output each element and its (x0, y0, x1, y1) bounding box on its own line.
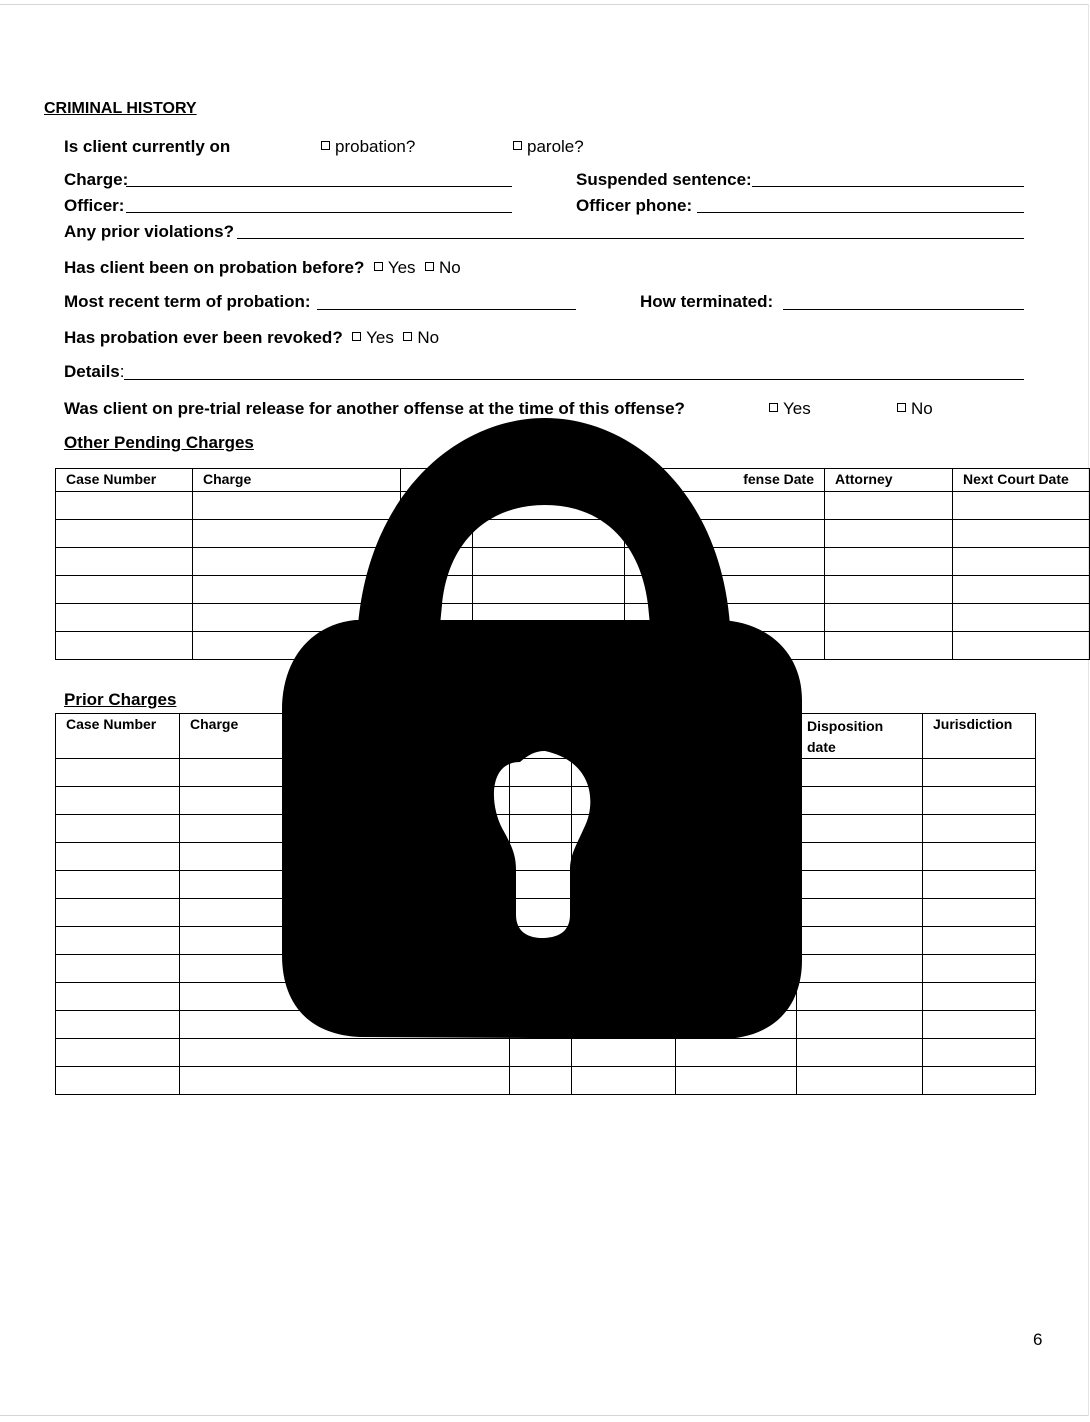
table-cell[interactable] (825, 632, 953, 660)
table-cell[interactable] (797, 983, 923, 1011)
parole-option-label: parole? (527, 137, 584, 156)
table-cell[interactable] (923, 983, 1036, 1011)
table-cell[interactable] (923, 955, 1036, 983)
revoked-no-checkbox[interactable] (403, 332, 412, 341)
table-cell[interactable] (953, 604, 1090, 632)
table-cell[interactable] (923, 1011, 1036, 1039)
table-cell[interactable] (797, 871, 923, 899)
table-cell[interactable] (56, 576, 193, 604)
table-cell[interactable] (797, 1067, 923, 1095)
pending-header-offense-date: fense Date (625, 469, 825, 492)
table-cell[interactable] (56, 548, 193, 576)
table-cell[interactable] (825, 492, 953, 520)
suspended-sentence-label: Suspended sentence: (576, 170, 752, 189)
how-terminated-label: How terminated: (640, 292, 774, 311)
recent-term-field-line[interactable] (317, 309, 576, 310)
prior-header-jurisdiction: Jurisdiction (923, 714, 1036, 759)
officer-label: Officer: (64, 196, 125, 215)
probation-before-yes-label: Yes (387, 258, 416, 277)
revoked-yes[interactable] (347, 328, 394, 347)
table-cell[interactable] (56, 520, 193, 548)
probation-before-row (64, 258, 461, 278)
table-cell[interactable] (825, 604, 953, 632)
revoked-no[interactable] (398, 328, 439, 347)
table-cell[interactable] (923, 1067, 1036, 1095)
probation-before-yes-checkbox[interactable] (374, 262, 383, 271)
pretrial-yes-label: Yes (783, 399, 811, 418)
pending-header-attorney: Attorney (825, 469, 953, 492)
probation-before-no-checkbox[interactable] (425, 262, 434, 271)
pretrial-no-label: No (911, 399, 933, 418)
table-cell[interactable] (797, 1039, 923, 1067)
table-cell[interactable] (923, 927, 1036, 955)
probation-option-label: probation? (335, 137, 416, 156)
table-cell[interactable] (180, 1067, 510, 1095)
padlock-icon (280, 410, 810, 1045)
details-label: Details (64, 362, 120, 381)
pending-header-charge: Charge (193, 469, 401, 492)
recent-term-label: Most recent term of probation: (64, 292, 311, 311)
probation-option[interactable] (321, 137, 415, 157)
table-cell[interactable] (510, 1067, 572, 1095)
probation-before-yes[interactable] (369, 258, 416, 277)
officer-field-line[interactable] (126, 212, 512, 213)
pretrial-no[interactable] (897, 399, 933, 419)
table-cell[interactable] (56, 787, 180, 815)
prior-violations-label: Any prior violations? (64, 222, 235, 241)
pending-header-next-court-date: Next Court Date (953, 469, 1090, 492)
table-cell[interactable] (953, 520, 1090, 548)
pretrial-label: Was client on pre-trial release for another offense at the time of this offense? (64, 399, 685, 418)
table-cell[interactable] (923, 843, 1036, 871)
table-cell[interactable] (56, 899, 180, 927)
table-cell[interactable] (797, 899, 923, 927)
table-cell[interactable] (953, 632, 1090, 660)
table-cell[interactable] (56, 955, 180, 983)
prior-charges-title: Prior Charges (64, 690, 177, 709)
table-cell[interactable] (56, 492, 193, 520)
pending-charges-title: Other Pending Charges (64, 433, 254, 452)
table-cell[interactable] (797, 815, 923, 843)
revoked-no-label: No (417, 328, 440, 347)
parole-option[interactable] (513, 137, 584, 157)
table-cell[interactable] (923, 815, 1036, 843)
table-cell[interactable] (797, 787, 923, 815)
revoked-yes-label: Yes (366, 328, 394, 347)
charge-field-line[interactable] (126, 186, 512, 187)
table-cell[interactable] (923, 759, 1036, 787)
table-cell[interactable] (797, 843, 923, 871)
table-cell[interactable] (56, 632, 193, 660)
table-cell[interactable] (797, 759, 923, 787)
table-cell[interactable] (56, 843, 180, 871)
table-cell[interactable] (825, 520, 953, 548)
table-cell[interactable] (56, 815, 180, 843)
pretrial-no-checkbox[interactable] (897, 403, 906, 412)
table-cell[interactable] (797, 955, 923, 983)
table-cell[interactable] (56, 604, 193, 632)
how-terminated-field-line[interactable] (783, 309, 1024, 310)
current-status-label: Is client currently on (64, 137, 231, 156)
table-cell[interactable] (572, 1067, 676, 1095)
pending-header-case-number: Case Number (56, 469, 193, 492)
table-row (56, 1067, 1036, 1095)
table-cell[interactable] (825, 548, 953, 576)
details-row (64, 362, 124, 382)
probation-before-no-label: No (439, 258, 461, 277)
table-cell[interactable] (923, 871, 1036, 899)
charge-label: Charge: (64, 170, 129, 189)
prior-header-case-number: Case Number (56, 714, 180, 759)
table-cell[interactable] (56, 1039, 180, 1067)
revoked-yes-checkbox[interactable] (352, 332, 361, 341)
prior-header-charge: Charge (180, 714, 510, 759)
table-cell[interactable] (923, 899, 1036, 927)
padlock-body (282, 620, 802, 1039)
table-cell[interactable] (56, 983, 180, 1011)
table-cell[interactable] (56, 759, 180, 787)
table-cell[interactable] (953, 492, 1090, 520)
prior-header-disposition-date: Disposition date (797, 714, 923, 759)
prior-violations-field-line[interactable] (237, 238, 1024, 239)
probation-checkbox[interactable] (321, 141, 330, 150)
padlock-shackle-outer (358, 418, 730, 625)
suspended-sentence-field-line[interactable] (752, 186, 1024, 187)
table-cell[interactable] (56, 1067, 180, 1095)
officer-phone-field-line[interactable] (697, 212, 1024, 213)
table-cell[interactable] (953, 576, 1090, 604)
details-colon: : (119, 362, 125, 381)
section-title: CRIMINAL HISTORY (44, 100, 197, 117)
revoked-label: Has probation ever been revoked? (64, 328, 343, 347)
details-field-line[interactable] (124, 379, 1024, 380)
table-cell[interactable] (676, 1067, 797, 1095)
table-cell[interactable] (923, 1039, 1036, 1067)
probation-before-no[interactable] (420, 258, 461, 277)
page-number: 6 (1033, 1330, 1043, 1349)
table-cell[interactable] (56, 871, 180, 899)
table-cell[interactable] (797, 1011, 923, 1039)
table-cell[interactable] (923, 787, 1036, 815)
table-cell[interactable] (56, 1011, 180, 1039)
table-cell[interactable] (56, 927, 180, 955)
officer-phone-label: Officer phone: (576, 196, 693, 215)
probation-before-label: Has client been on probation before? (64, 258, 365, 277)
table-cell[interactable] (953, 548, 1090, 576)
table-cell[interactable] (825, 576, 953, 604)
parole-checkbox[interactable] (513, 141, 522, 150)
table-cell[interactable] (797, 927, 923, 955)
revoked-row (64, 328, 439, 348)
